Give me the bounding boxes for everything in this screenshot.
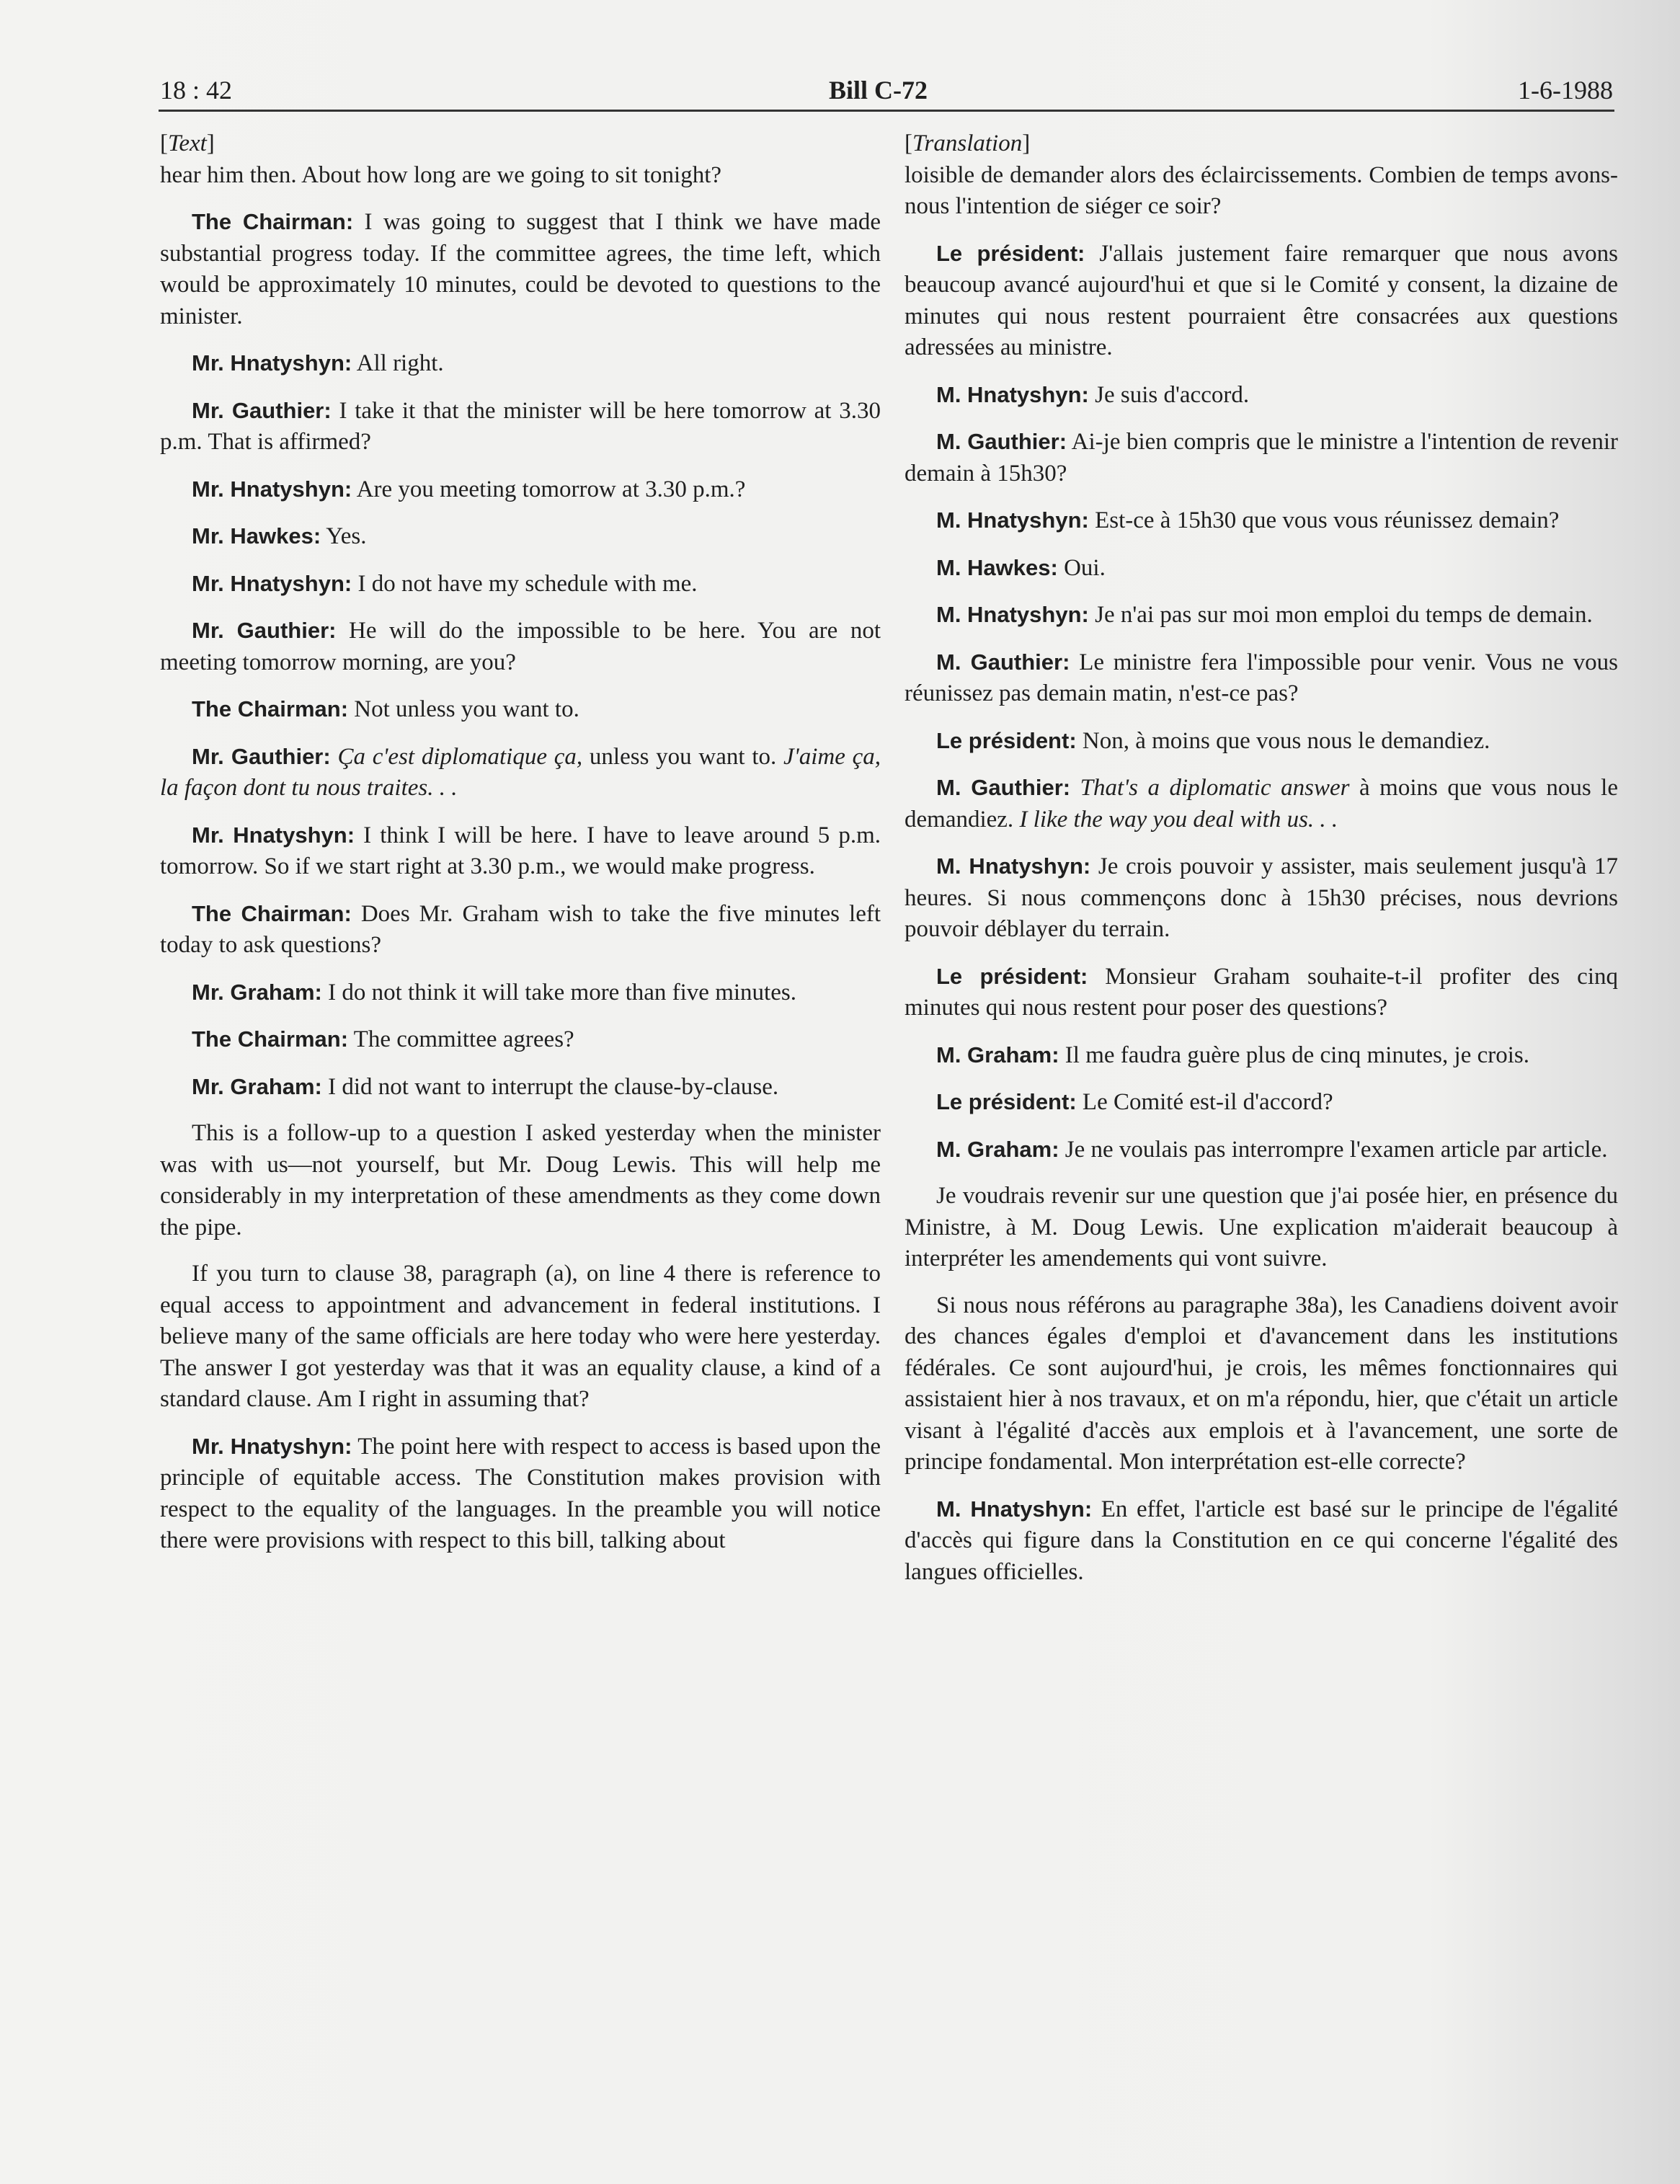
french-paragraphs bbox=[905, 160, 1618, 1589]
speaker-name: M. Graham: bbox=[936, 1136, 1059, 1162]
text-paragraph bbox=[905, 1290, 1618, 1478]
speaker-paragraph bbox=[160, 395, 881, 458]
speech-text: Est-ce à 15h30 que vous vous réunissez demain? bbox=[1088, 507, 1560, 533]
speaker-paragraph bbox=[160, 1431, 881, 1557]
speaker-paragraph bbox=[160, 693, 881, 726]
speech-text: Il me faudra guère plus de cinq minutes, je crois. bbox=[1059, 1042, 1529, 1068]
speaker-name: M. Hnatyshyn: bbox=[936, 602, 1089, 627]
speech-text: Je n'ai pas sur moi mon emploi du temps de demain. bbox=[1088, 602, 1593, 628]
speech-text: unless you want to. bbox=[582, 743, 783, 770]
speaker-name: Mr. Hnatyshyn: bbox=[192, 1433, 352, 1459]
speaker-name: Mr. Graham: bbox=[192, 979, 322, 1005]
speaker-paragraph bbox=[905, 505, 1618, 537]
speaker-name: Le président: bbox=[936, 963, 1088, 989]
italic-quote: That's a diplomatic answer bbox=[1080, 775, 1350, 801]
speaker-name: The Chairman: bbox=[192, 209, 354, 234]
speech-text: If you turn to clause 38, paragraph (a), on line 4 there is reference to equal access to appointment and advancement in federal institutions. I believe many of the same officials are here today who were here yesterday. The answer I got yesterday was that it was an equality clause, a kind of a standard clause. Am I right in assuming that? bbox=[160, 1261, 881, 1412]
speech-text: This is a follow-up to a question I asked yesterday when the minister was with us—not yourself, but Mr. Doug Lewis. This will help me considerably in my interpretation of these amendments as they come down the pipe. bbox=[160, 1120, 881, 1240]
text-paragraph bbox=[905, 160, 1618, 223]
header-date: 1-6-1988 bbox=[1518, 76, 1613, 105]
speaker-name: M. Hnatyshyn: bbox=[936, 381, 1089, 407]
speech-text: Je voudrais revenir sur une question que j'ai posée hier, en présence du Ministre, à M. Doug Lewis. Une explication m'aiderait beaucoup à interpréter les amendements qui vont suivre. bbox=[905, 1183, 1618, 1271]
speech-text: Does Mr. Graham wish to take the five minutes left today to ask questions? bbox=[160, 900, 881, 958]
speech-text: hear him then. About how long are we going to sit tonight? bbox=[160, 161, 722, 188]
speaker-name: M. Hnatyshyn: bbox=[936, 1496, 1093, 1522]
speaker-name: Mr. Graham: bbox=[192, 1073, 322, 1099]
section-label-text: [Text] bbox=[160, 130, 215, 156]
speaker-paragraph bbox=[160, 977, 881, 1009]
speaker-paragraph bbox=[160, 1071, 881, 1104]
section-label-translation: [Translation] bbox=[905, 130, 1031, 156]
english-paragraphs bbox=[160, 160, 881, 1557]
speech-text: Je ne voulais pas interrompre l'examen article par article. bbox=[1059, 1136, 1608, 1163]
text-paragraph bbox=[160, 160, 881, 192]
french-column bbox=[905, 128, 1618, 1603]
speaker-name: M. Hnatyshyn: bbox=[936, 853, 1091, 879]
bill-title: Bill C-72 bbox=[829, 76, 928, 105]
speaker-paragraph bbox=[160, 820, 881, 883]
speech-text: I take it that the minister will be here tomorrow at 3.30 p.m. That is affirmed? bbox=[160, 397, 881, 455]
speaker-paragraph bbox=[905, 238, 1618, 364]
speaker-paragraph bbox=[905, 851, 1618, 946]
speaker-name: The Chairman: bbox=[192, 900, 352, 926]
speaker-name: M. Graham: bbox=[936, 1042, 1059, 1067]
speech-text: Not unless you want to. bbox=[348, 696, 579, 722]
speech-text: Le ministre fera l'impossible pour venir. Vous ne vous réunissez pas demain matin, n'est-ce pas? bbox=[905, 649, 1618, 706]
speaker-paragraph bbox=[160, 206, 881, 332]
speech-text: Je crois pouvoir y assister, mais seulement jusqu'à 17 heures. Si nous commençons donc à 15h30 précises, nous devrions pouvoir déblayer du terrain. bbox=[905, 853, 1618, 942]
speaker-paragraph bbox=[905, 725, 1618, 758]
speaker-paragraph bbox=[905, 379, 1618, 412]
speaker-paragraph bbox=[905, 647, 1618, 710]
speaker-name: The Chairman: bbox=[192, 1026, 349, 1052]
speech-text: Oui. bbox=[1057, 554, 1106, 581]
speech-text: I do not have my schedule with me. bbox=[352, 570, 698, 597]
speaker-paragraph bbox=[905, 599, 1618, 631]
speaker-paragraph bbox=[905, 552, 1618, 585]
speaker-paragraph bbox=[160, 568, 881, 600]
speaker-name: Le président: bbox=[936, 240, 1085, 266]
speech-text: I think I will be here. I have to leave around 5 p.m. tomorrow. So if we start right at 3.30 p.m., we would make progress. bbox=[160, 822, 881, 879]
speaker-paragraph bbox=[905, 1134, 1618, 1166]
speech-text: loisible de demander alors des éclaircissements. Combien de temps avons-nous l'intention de siéger ce soir? bbox=[905, 161, 1618, 219]
speech-text: Non, à moins que vous nous le demandiez. bbox=[1076, 727, 1490, 754]
speaker-paragraph bbox=[160, 474, 881, 506]
speaker-name: Mr. Hnatyshyn: bbox=[192, 350, 352, 376]
page-reference: 18 : 42 bbox=[160, 76, 233, 105]
speech-text: Are you meeting tomorrow at 3.30 p.m.? bbox=[352, 476, 746, 502]
speaker-name: Mr. Gauthier: bbox=[192, 397, 332, 423]
speech-text: Le Comité est-il d'accord? bbox=[1076, 1089, 1333, 1115]
speech-text: Ai-je bien compris que le ministre a l'intention de revenir demain à 15h30? bbox=[905, 429, 1618, 487]
speaker-name: Mr. Gauthier: bbox=[192, 618, 337, 643]
speaker-paragraph bbox=[160, 520, 881, 553]
text-paragraph bbox=[160, 1118, 881, 1243]
english-column bbox=[160, 128, 881, 1572]
speaker-name: Mr. Gauthier: bbox=[192, 743, 331, 769]
page-header bbox=[159, 72, 1614, 112]
speaker-paragraph bbox=[905, 426, 1618, 489]
italic-quote: J'aime ça, la façon dont tu nous traites. . . bbox=[160, 743, 881, 801]
speaker-paragraph bbox=[160, 615, 881, 678]
text-paragraph bbox=[905, 1181, 1618, 1275]
speech-text: The point here with respect to access is based upon the principle of equitable access. The Constitution makes provision with respect to the equality of the languages. In the preamble you will notice there were provisions with respect to this bill, talking about bbox=[160, 1433, 881, 1553]
speaker-name: M. Gauthier: bbox=[936, 649, 1070, 675]
speaker-paragraph bbox=[905, 772, 1618, 835]
speaker-paragraph bbox=[160, 347, 881, 380]
speech-text: Je suis d'accord. bbox=[1088, 381, 1250, 408]
speaker-paragraph bbox=[905, 1086, 1618, 1119]
text-paragraph bbox=[160, 1259, 881, 1416]
speaker-paragraph bbox=[160, 898, 881, 962]
speaker-name: Le président: bbox=[936, 727, 1077, 753]
speaker-name: M. Hnatyshyn: bbox=[936, 507, 1089, 533]
speech-text: Monsieur Graham souhaite-t-il profiter des cinq minutes qui nous restent pour poser des questions? bbox=[905, 963, 1618, 1021]
speech-text: All right. bbox=[352, 350, 444, 376]
italic-quote: Ça c'est diplomatique ça, bbox=[337, 743, 583, 770]
speech-text: I do not think it will take more than five minutes. bbox=[321, 979, 796, 1006]
speech-text: I was going to suggest that I think we have made substantial progress today. If the committee agrees, the time left, which would be approximately 10 minutes, could be devoted to questions to the minister. bbox=[160, 209, 881, 329]
speech-text: I did not want to interrupt the clause-by-clause. bbox=[321, 1073, 779, 1100]
speech-text: He will do the impossible to be here. You are not meeting tomorrow morning, are you? bbox=[160, 618, 881, 675]
speech-text: The committee agrees? bbox=[348, 1026, 574, 1052]
speaker-paragraph bbox=[905, 961, 1618, 1024]
speech-text: Si nous nous référons au paragraphe 38a), les Canadiens doivent avoir des chances égales d'emploi et d'avancement dans les institutions fédérales. Ce sont aujourd'hui, je crois, les mêmes fonctionnaires qui assistaient hier à nos travaux, et on m'a répondu, hier, que c'était un article visant à l'égalité d'accès aux emplois et à l'avancement, une sorte de principe fondamental. Mon interprétation est-elle correcte? bbox=[905, 1292, 1618, 1475]
speaker-name: Le président: bbox=[936, 1089, 1077, 1114]
italic-quote: I like the way you deal with us. . . bbox=[1019, 806, 1338, 833]
speech-text: à moins que vous nous le demandiez. bbox=[905, 775, 1618, 833]
speaker-name: Mr. Hawkes: bbox=[192, 523, 321, 549]
speech-text: J'allais justement faire remarquer que nous avons beaucoup avancé aujourd'hui et que si le Comité y consent, la dizaine de minutes qui nous restent pourraient être consacrées aux questions adressées au ministre. bbox=[905, 240, 1618, 360]
speaker-name: M. Gauthier: bbox=[936, 429, 1067, 454]
speaker-name: M. Hawkes: bbox=[936, 554, 1058, 580]
speaker-name: Mr. Hnatyshyn: bbox=[192, 476, 352, 502]
speech-text: En effet, l'article est basé sur le principe de l'égalité d'accès qui figure dans la Constitution en ce qui concerne l'égalité des langues officielles. bbox=[905, 1496, 1618, 1585]
speaker-paragraph bbox=[905, 1039, 1618, 1072]
speech-text: Yes. bbox=[321, 523, 367, 549]
speaker-name: M. Gauthier: bbox=[936, 775, 1071, 800]
speaker-name: Mr. Hnatyshyn: bbox=[192, 822, 355, 848]
speaker-paragraph bbox=[160, 741, 881, 804]
speaker-name: Mr. Hnatyshyn: bbox=[192, 570, 352, 596]
speaker-paragraph bbox=[905, 1493, 1618, 1589]
speaker-paragraph bbox=[160, 1024, 881, 1056]
speaker-name: The Chairman: bbox=[192, 696, 349, 722]
